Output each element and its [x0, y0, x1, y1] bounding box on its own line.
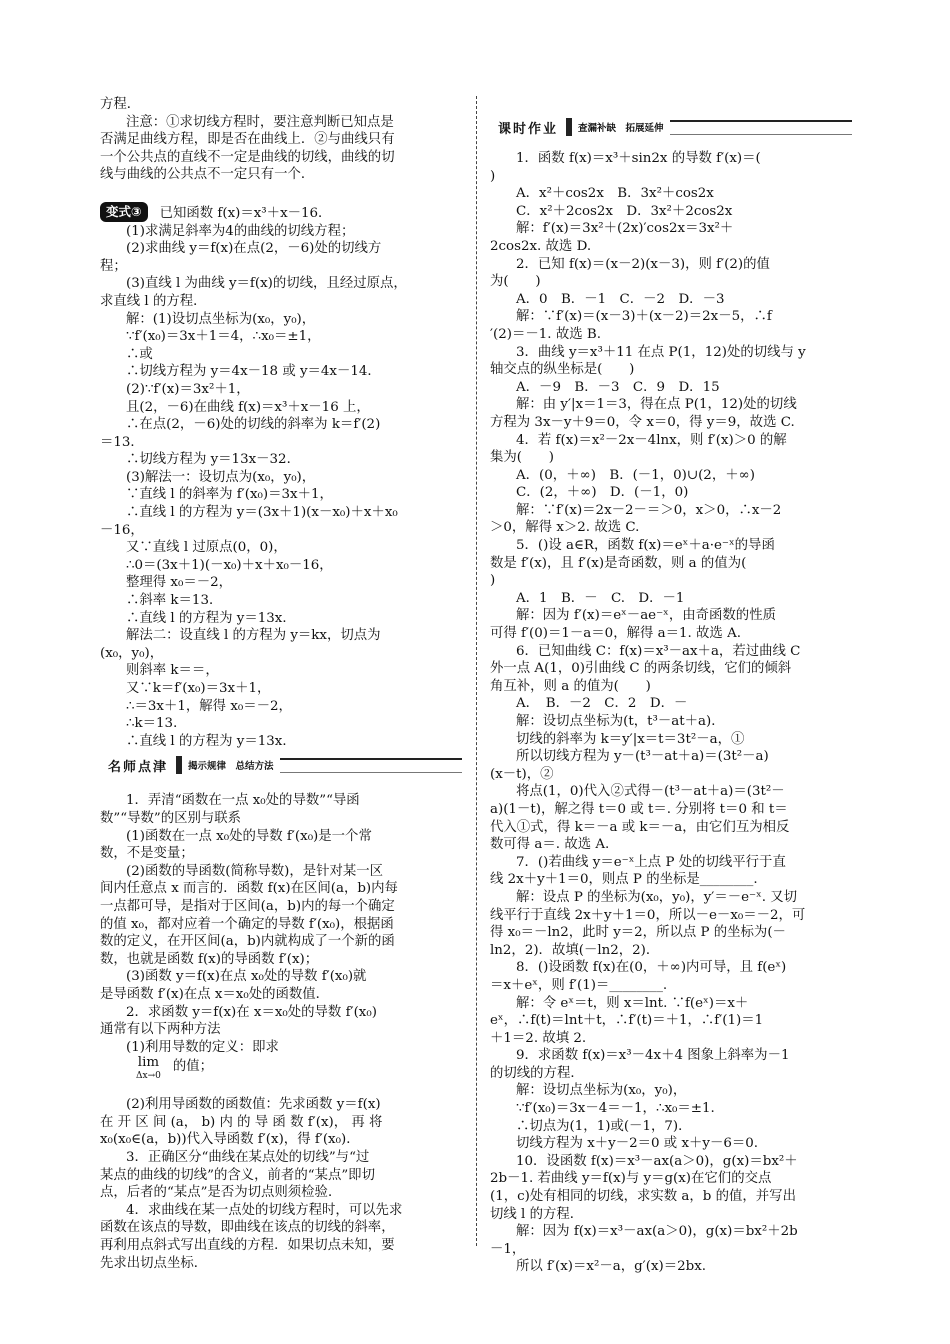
exercise-line: ∴切点为(1，1)或(－1，7)． — [516, 1118, 692, 1134]
note-line: (2)利用导函数的函数值：先求函数 y＝f(x) — [126, 1097, 381, 1113]
variant-line: 则斜率 k＝＝， — [126, 663, 219, 679]
exercise-line: 轴交点的纵坐标是( ) — [490, 362, 635, 378]
exercise-line: 为( ) — [490, 274, 541, 290]
variant-line: ∴切线方程为 y＝4x－18 或 y＝4x－14． — [126, 364, 381, 380]
exercise-line: 解：设切点坐标为(t，t³－at＋a)． — [516, 714, 725, 729]
variant-line: ∴直线 l 的方程为 y＝(3x＋1)(x－x₀)＋x＋x₀ — [126, 505, 398, 521]
note-line: 某点的曲线的切线”的含义，前者的“某点”即切 — [100, 1167, 375, 1183]
exercise-line: A．x²＋cos2x B．3x²＋cos2x — [516, 186, 714, 202]
variant-line: －16， — [100, 522, 144, 538]
variant-line: ∴k＝13． — [126, 716, 187, 732]
variant-line: 解：(1)设切点坐标为(x₀，y₀)， — [126, 311, 316, 327]
section-title: 名师点津 — [108, 759, 169, 775]
exercise-line: 切线方程为 x＋y－2＝0 或 x＋y－6＝0. — [516, 1136, 759, 1152]
intro-line: 一个公共点的直线不一定是曲线的切线，曲线的切 — [100, 149, 395, 165]
note-line: (2)函数的导函数(简称导数)，是针对某一区 — [126, 863, 384, 879]
exercise-line: 的切线的方程． — [490, 1065, 584, 1081]
exercise-line: 5．()设 a∈R，函数 f(x)＝eˣ＋a·e⁻ˣ的导函 — [516, 538, 775, 554]
variant-line: 又∵直线 l 过原点(0，0)， — [126, 540, 287, 556]
exercise-line: 将点(1，0)代入②式得－(t³－at＋a)＝(3t²－ — [516, 784, 785, 800]
variant-question: 已知函数 f(x)＝x³＋x－16． — [159, 205, 332, 221]
variant-line: ∴在点(2，－6)处的切线的斜率为 k＝f′(2) — [126, 417, 381, 433]
exercise-line: －1， — [490, 1241, 526, 1257]
exercise-line: A． B．－2 C．2 D．－ — [516, 696, 688, 712]
exercise-line: C．x²＋2cos2x D．3x²＋2cos2x — [516, 203, 733, 219]
note-line: 数，不是变量； — [100, 846, 194, 862]
variant-heading — [100, 202, 462, 223]
exercise-line: 得 x₀＝－ln2，此时 y＝2，所以点 P 的坐标为(－ — [490, 925, 786, 941]
note-line: (1)利用导数的定义：即求 — [126, 1039, 279, 1055]
exercise-line: 解：设点 P 的坐标为(x₀，y₀)，y′＝－e⁻ˣ. 又切 — [516, 889, 798, 905]
exercise-line: ∵f′(x₀)＝3x－4＝－1，∴x₀＝±1. — [516, 1101, 715, 1117]
exercise-line: A．0 B．－1 C．－2 D．－3 — [516, 291, 725, 307]
exercise-line: 切线 l 的方程． — [490, 1206, 584, 1222]
exercise-line: 解：∵f′(x)＝(x－3)＋(x－2)＝2x－5，∴f — [516, 309, 772, 325]
note-line: 1．弄清“函数在一点 x₀处的导数”“导函 — [126, 793, 360, 809]
intro-line: 线与曲线的公共点不一定只有一个． — [100, 167, 315, 183]
intro-line: 否满足曲线方程，即是否在曲线上．②与曲线只有 — [100, 132, 395, 148]
exercise-line: 线平行于直线 2x＋y＋1＝0，所以－e－x₀＝－2，可 — [490, 907, 806, 923]
exercise-line: 10．设函数 f(x)＝x³－ax(a＞0)，g(x)＝bx²＋ — [516, 1153, 798, 1169]
exercise-line: 2b－1. 若曲线 y＝f(x)与 y＝g(x)在它们的交点 — [490, 1171, 772, 1187]
variant-line: 求直线 l 的方程． — [100, 293, 207, 309]
exercise-line: 所以切线方程为 y－(t³－at＋a)＝(3t²－a) — [516, 749, 769, 765]
note-line: 间内任意点 x 而言的．函数 f(x)在区间(a，b)内每 — [100, 881, 398, 897]
variant-line: 解法二：设直线 l 的方程为 y＝kx，切点为 — [126, 628, 381, 644]
note-line: 数”“导数”的区别与联系 — [100, 810, 242, 826]
variant-line: (2)求曲线 y＝f(x)在点(2，－6)处的切线方 — [126, 241, 382, 257]
note-line: 3．正确区分“曲线在某点处的切线”与“过 — [126, 1150, 370, 1166]
exercise-line: (x－t)，② — [490, 766, 554, 782]
note-line: 数，也就是函数 f(x)的导函数 f′(x)； — [100, 951, 319, 967]
section-rule — [670, 120, 852, 135]
section-header-homework — [490, 116, 852, 138]
note-line: (3)函数 y＝f(x)在点 x₀处的导数 f′(x₀)就 — [126, 969, 367, 985]
intro-line: 注意：①求切线方程时，要注意判断已知点是 — [126, 114, 394, 130]
variant-line: (x₀，y₀)， — [100, 645, 164, 661]
exercise-line: 外一点 A(1，0)引曲线 C 的两条切线，它们的倾斜 — [490, 661, 792, 677]
note-line: 是导函数 f′(x)在点 x＝x₀处的函数值． — [100, 986, 330, 1002]
section-header-tips — [100, 754, 462, 776]
exercise-line: 2．已知 f(x)＝(x－2)(x－3)，则 f′(2)的值 — [516, 256, 770, 272]
limit-subscript: Δx→0 — [136, 1071, 161, 1082]
section-bar — [566, 118, 572, 136]
variant-line: 程； — [100, 258, 127, 274]
exercise-line: A．(0，＋∞) B．(－1，0)∪(2，＋∞) — [516, 467, 755, 483]
section-title: 课时作业 — [498, 121, 559, 137]
note-line: 数的定义，在开区间(a，b)内就构成了一个新的函 — [100, 934, 395, 950]
exercise-line: (1，c)处有相同的切线，求实数 a，b 的值，并写出 — [490, 1189, 796, 1205]
variant-line: 又∵k＝f′(x₀)＝3x＋1， — [126, 681, 271, 696]
note-line: 再利用点斜式写出直线的方程．如果切点未知，要 — [100, 1238, 395, 1254]
note-line: 一点都可导，是指对于区间(a，b)内的每一个确定 — [100, 898, 395, 914]
exercise-line: ＞0，解得 x＞2. 故选 C. — [490, 520, 640, 536]
note-line: 先求出切点坐标． — [100, 1255, 208, 1271]
exercise-line: 数是 f′(x)，且 f′(x)是奇函数，则 a 的值为( — [490, 555, 747, 571]
note-line: 通常有以下两种方法 — [100, 1022, 221, 1038]
exercise-line: eˣ，∴f(t)＝lnt＋t，∴f′(t)＝＋1，∴f′(1)＝1 — [490, 1013, 764, 1029]
exercise-line: 集为( ) — [490, 450, 555, 466]
exercise-line: 角互补，则 a 的值为( ) — [490, 678, 651, 694]
variant-line: ∴或 — [126, 346, 153, 362]
exercise-line: 解：令 eˣ＝t，则 x＝lnt. ∵f(eˣ)＝x＋ — [516, 995, 749, 1011]
section-subtitle: 揭示规律 总结方法 — [188, 761, 274, 773]
variant-badge: 变式③ — [100, 202, 148, 222]
note-line: 点，后者的“某点”是否为切点则须检验． — [100, 1185, 342, 1201]
exercise-line: ) — [490, 168, 496, 184]
exercise-line: 1．函数 f(x)＝x³＋sin2x 的导数 f′(x)＝( — [516, 151, 761, 166]
section-rule — [280, 758, 462, 773]
variant-line: ∴斜率 k＝13． — [126, 593, 223, 609]
variant-line: ∵直线 l 的斜率为 f′(x₀)＝3x＋1， — [126, 487, 333, 503]
variant-line: ＝13． — [100, 434, 144, 450]
exercise-line: 代入①式，得 k＝－a 或 k＝－a，由它们互为相反 — [490, 819, 790, 835]
exercise-line: ) — [490, 573, 496, 589]
note-line: 函数在该点的导数，即曲线在该点的切线的斜率， — [100, 1220, 395, 1236]
exercise-line: 2cos2x. 故选 D. — [490, 238, 592, 254]
left-column — [100, 96, 462, 1272]
section-subtitle: 查漏补缺 拓展延伸 — [578, 123, 664, 134]
variant-line: 整理得 x₀＝－2， — [126, 575, 233, 591]
exercise-line: 解：因为 f′(x)＝eˣ－ae⁻ˣ，由奇函数的性质 — [516, 608, 776, 624]
exercise-line: 8．()设函数 f(x)在(0，＋∞)内可导，且 f(eˣ) — [516, 960, 787, 976]
exercise-line: 4．若 f(x)＝x²－2x－4lnx，则 f′(x)＞0 的解 — [516, 432, 787, 448]
intro-line: 方程． — [100, 97, 141, 112]
note-line: 的值 x₀，都对应着一个确定的导数 f′(x₀)，根据函 — [100, 916, 394, 932]
exercise-line: 可得 f′(0)＝1－a＝0，解得 a＝1. 故选 A. — [490, 626, 741, 642]
variant-line: ∴切线方程为 y＝13x－32． — [126, 452, 300, 468]
exercise-line: a)(1－t)，解之得 t＝0 或 t＝. 分别将 t＝0 和 t＝ — [490, 801, 788, 817]
exercise-line: A．1 B．－ C. D．－1 — [516, 590, 685, 606]
note-line: (1)函数在一点 x₀处的导数 f′(x₀)是一个常 — [126, 828, 372, 844]
variant-line: (3)直线 l 为曲线 y＝f(x)的切线，且经过原点， — [126, 276, 407, 292]
variant-line: ∴直线 l 的方程为 y＝13x． — [126, 610, 296, 626]
exercise-line: 线 2x＋y＋1＝0，则点 P 的坐标是________. — [490, 872, 758, 888]
variant-line: (1)求满足斜率为4的曲线的切线方程； — [126, 223, 355, 239]
variant-line: ∵f′(x₀)＝3x＋1＝4，∴x₀＝±1， — [126, 329, 321, 345]
exercise-line: A．－9 B．－3 C．9 D．15 — [516, 379, 720, 395]
note-line: x₀(x₀∈(a，b))代入导函数 f′(x)，得 f′(x₀)． — [100, 1132, 360, 1148]
exercise-line: 解：f′(x)＝3x²＋(2x)′cos2x＝3x²＋ — [516, 221, 734, 237]
note-line: 在 开 区 间 (a， b) 内 的 导 函 数 f′(x)， 再 将 — [100, 1114, 383, 1130]
exercise-line: 解：∵f′(x)＝2x－2－＝＞0，x＞0，∴x－2 — [516, 502, 782, 518]
note-line: 4．求曲线在某一点处的切线方程时，可以先求 — [126, 1202, 403, 1218]
variant-line: (3)解法一：设切点为(x₀，y₀)， — [126, 469, 316, 485]
exercise-line: 解：设切点坐标为(x₀，y₀)， — [516, 1083, 687, 1099]
exercise-line: 数可得 a＝. 故选 A. — [490, 837, 610, 853]
exercise-line: ln2，2)．故填(－ln2，2)． — [490, 942, 660, 958]
exercise-line: ＝x＋eˣ，则 f′(1)＝________. — [490, 977, 668, 993]
limit-symbol: lim — [137, 1055, 160, 1071]
right-column — [490, 96, 852, 1276]
exercise-line: 切线的斜率为 k＝y′|x＝t＝3t²－a，① — [516, 731, 745, 747]
exercise-line: C．(2，＋∞) D．(－1，0) — [516, 485, 689, 501]
limit-expression — [100, 1056, 462, 1096]
exercise-line: 解：因为 f(x)＝x³－ax(a＞0)，g(x)＝bx²＋2b — [516, 1224, 798, 1240]
variant-line: 且(2，－6)在曲线 f(x)＝x³＋x－16 上， — [126, 399, 370, 415]
variant-line: ∴0＝(3x＋1)(－x₀)＋x＋x₀－16， — [126, 557, 333, 573]
limit-text: 的值； — [172, 1059, 214, 1075]
exercise-line: ＋1＝2. 故填 2. — [490, 1030, 587, 1046]
exercise-line: 9．求函数 f(x)＝x³－4x＋4 图象上斜率为－1 — [516, 1048, 790, 1064]
exercise-line: 解：由 y′|x＝1＝3，得在点 P(1，12)处的切线 — [516, 397, 797, 413]
exercise-line: 方程为 3x－y＋9＝0，令 x＝0，得 y＝9，故选 C. — [490, 414, 795, 430]
variant-line: ∴直线 l 的方程为 y＝13x． — [126, 733, 296, 749]
note-line: 2．求函数 y＝f(x)在 x＝x₀处的导数 f′(x₀) — [126, 1004, 377, 1020]
exercise-line: ′(2)＝－1. 故选 B. — [490, 326, 601, 342]
variant-line: (2)∵f′(x)＝3x²＋1， — [126, 381, 250, 397]
exercise-line: 6．已知曲线 C：f(x)＝x³－ax＋a，若过曲线 C — [516, 643, 801, 659]
exercise-line: 3．曲线 y＝x³＋11 在点 P(1，12)处的切线与 y — [516, 344, 806, 360]
exercise-line: 7．()若曲线 y＝e⁻ˣ上点 P 处的切线平行于直 — [516, 854, 786, 870]
section-bar — [176, 756, 182, 774]
variant-line: ∴＝3x＋1，解得 x₀＝－2， — [126, 698, 292, 714]
exercise-line: 所以 f′(x)＝x²－a，g′(x)＝2bx. — [516, 1259, 707, 1275]
column-divider — [476, 96, 477, 1246]
